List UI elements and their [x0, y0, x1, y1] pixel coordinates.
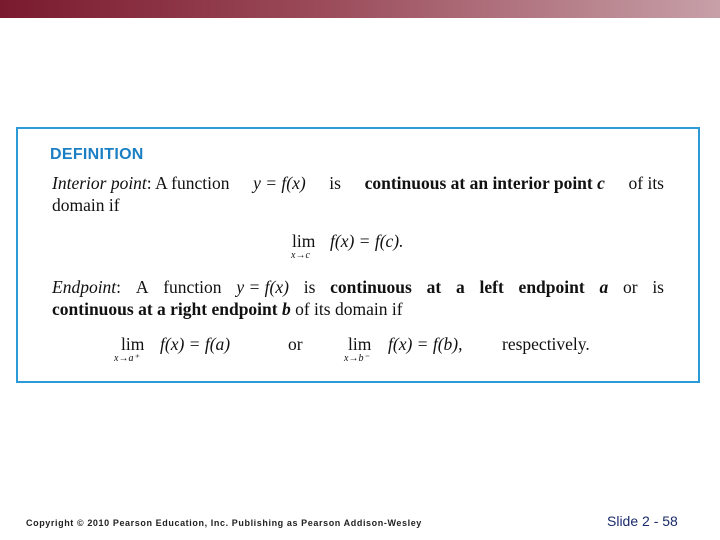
endpoint-w1: A — [135, 277, 149, 297]
interior-lim: lim — [292, 231, 316, 251]
endpoint-w2: function — [163, 277, 222, 297]
endpoint-term: Endpoint — [52, 277, 117, 297]
interior-text-1: A function — [155, 173, 230, 193]
endpoint-w6: a — [455, 277, 465, 297]
endpoint-line-2 — [52, 299, 403, 320]
copyright-footer: Copyright © 2010 Pearson Education, Inc. Publishing as Pearson Addison-Wesley — [26, 518, 422, 528]
endpoint-formula-left: f(x) = f(a) — [160, 334, 231, 354]
interior-point-line-1 — [52, 173, 664, 194]
definition-title: DEFINITION — [50, 146, 144, 163]
endpoint-line2-rest: of its domain if — [295, 299, 403, 319]
interior-bold: continuous at an interior point — [364, 173, 593, 193]
interior-term: Interior point — [52, 173, 147, 193]
interior-lim-subscript: x→c — [291, 250, 310, 261]
endpoint-w7: left — [479, 277, 504, 297]
endpoint-w4: continuous — [330, 277, 412, 297]
endpoint-formula-right: f(x) = f(b), — [388, 334, 463, 354]
endpoint-line2-var: b — [281, 299, 291, 319]
endpoint-w10: or — [622, 277, 638, 297]
endpoint-respectively: respectively. — [502, 334, 590, 354]
interior-formula: f(x) = f(c). — [330, 231, 404, 251]
interior-term-group — [52, 173, 229, 194]
endpoint-lim-right: lim — [348, 334, 372, 354]
endpoint-lim-left: lim — [121, 334, 145, 354]
interior-point-line-2: domain if — [52, 195, 120, 215]
interior-text-2: is — [329, 173, 341, 193]
endpoint-or: or — [288, 334, 303, 354]
endpoint-w3: is — [303, 277, 316, 297]
endpoint-line-1 — [52, 277, 664, 298]
slide-number: Slide 2 - 58 — [607, 513, 678, 529]
title-bar — [0, 0, 720, 18]
endpoint-w11: is — [652, 277, 664, 297]
endpoint-lim-left-subscript: x→a⁺ — [114, 353, 139, 364]
interior-expression: y = f(x) — [253, 173, 306, 193]
endpoint-expression: y = f(x) — [236, 277, 289, 297]
endpoint-lim-right-subscript: x→b⁻ — [344, 353, 369, 364]
endpoint-w8: endpoint — [518, 277, 585, 297]
interior-text-3: of its — [628, 173, 664, 193]
interior-colon: : — [146, 173, 152, 193]
interior-bold-group — [365, 173, 605, 194]
endpoint-w9: a — [599, 277, 609, 297]
endpoint-colon: : — [116, 277, 122, 297]
endpoint-term-group — [52, 277, 121, 298]
endpoint-w5: at — [426, 277, 442, 297]
endpoint-line2-bold: continuous at a right endpoint — [52, 299, 278, 319]
interior-var: c — [597, 173, 605, 193]
